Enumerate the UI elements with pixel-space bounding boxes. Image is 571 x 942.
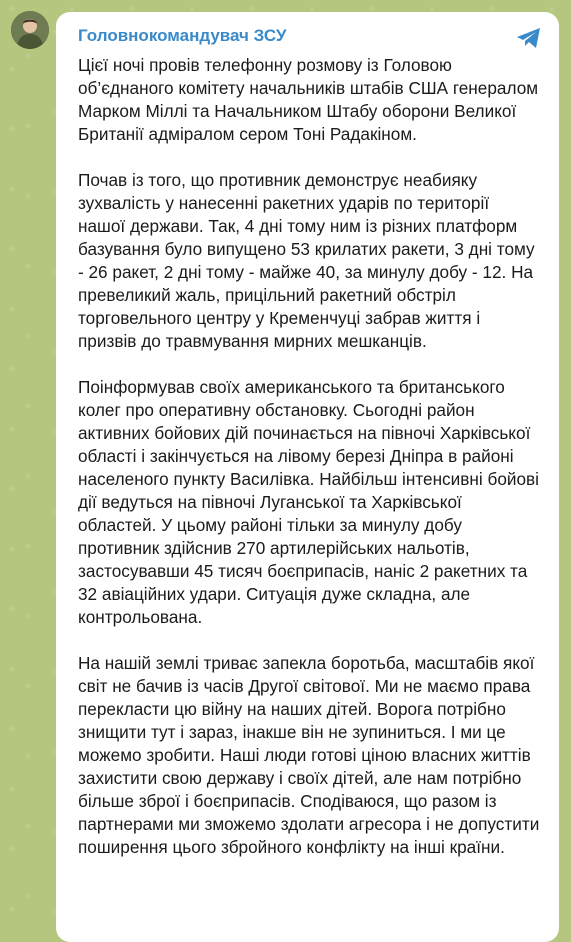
channel-avatar[interactable] [11,11,49,49]
post-paragraph-2: Почав із того, що противник демонструє неабияку зухвалість у нанесенні ракетних ударів по території нашої держави. Так, 4 дні тому ним із різних платформ базування було випущено 53 крилатих ракети, 3 дні тому - 26 ракет, 2 дні тому - майже 40, за минулу добу - 12. На превеликий жаль, прицільний ракетний обстріл торговельного центру у Кременчуці забрав життя і призвів до травмування мирних мешканців. [78,170,535,351]
avatar-image [11,11,49,49]
post-text [78,54,541,859]
message-bubble [56,12,559,942]
post-paragraph-4: На нашій землі триває запекла боротьба, масштабів якої світ не бачив із часів Другої світової. Ми не маємо права перекласти цю війну на наших дітей. Ворога потрібно знищити тут і зараз, інакше він не зупиниться. І ми це можемо зробити. Наші люди готові ціною власних життів захистити свою державу і своїх дітей, але нам потрібно більше зброї і боєприпасів. Сподіваюся, що разом із партнерами ми зможемо здолати агресора і не допустити поширення цього збройного конфлікту на інші країни. [78,653,540,857]
channel-name[interactable]: Головнокомандувач ЗСУ [78,26,287,45]
telegram-share-icon [516,27,542,49]
share-button[interactable] [515,24,543,52]
post-paragraph-3: Поінформував своїх американського та британського колег про оперативну обстановку. Сьогодні район активних бойових дій починається на півночі Харківської області і закінчується на лівому березі Дніпра в районі населеного пункту Василівка. Найбільш інтенсивні бойові дії ведуться на півночі Луганської та Харківської областей. У цьому районі тільки за минулу добу противник здійснив 270 артилерійських нальотів, застосувавши 45 тисяч боєприпасів, наніс 2 ракетних та 32 авіаційних удари. Ситуація дуже складна, але контрольована. [78,377,539,627]
post-paragraph-1: Цієї ночі провів телефонну розмову із Головою об’єднаного комітету начальників штабів США генералом Марком Міллі та Начальником Штабу оборони Великої Британії адміралом сером Тоні Радакіном. [78,55,539,144]
